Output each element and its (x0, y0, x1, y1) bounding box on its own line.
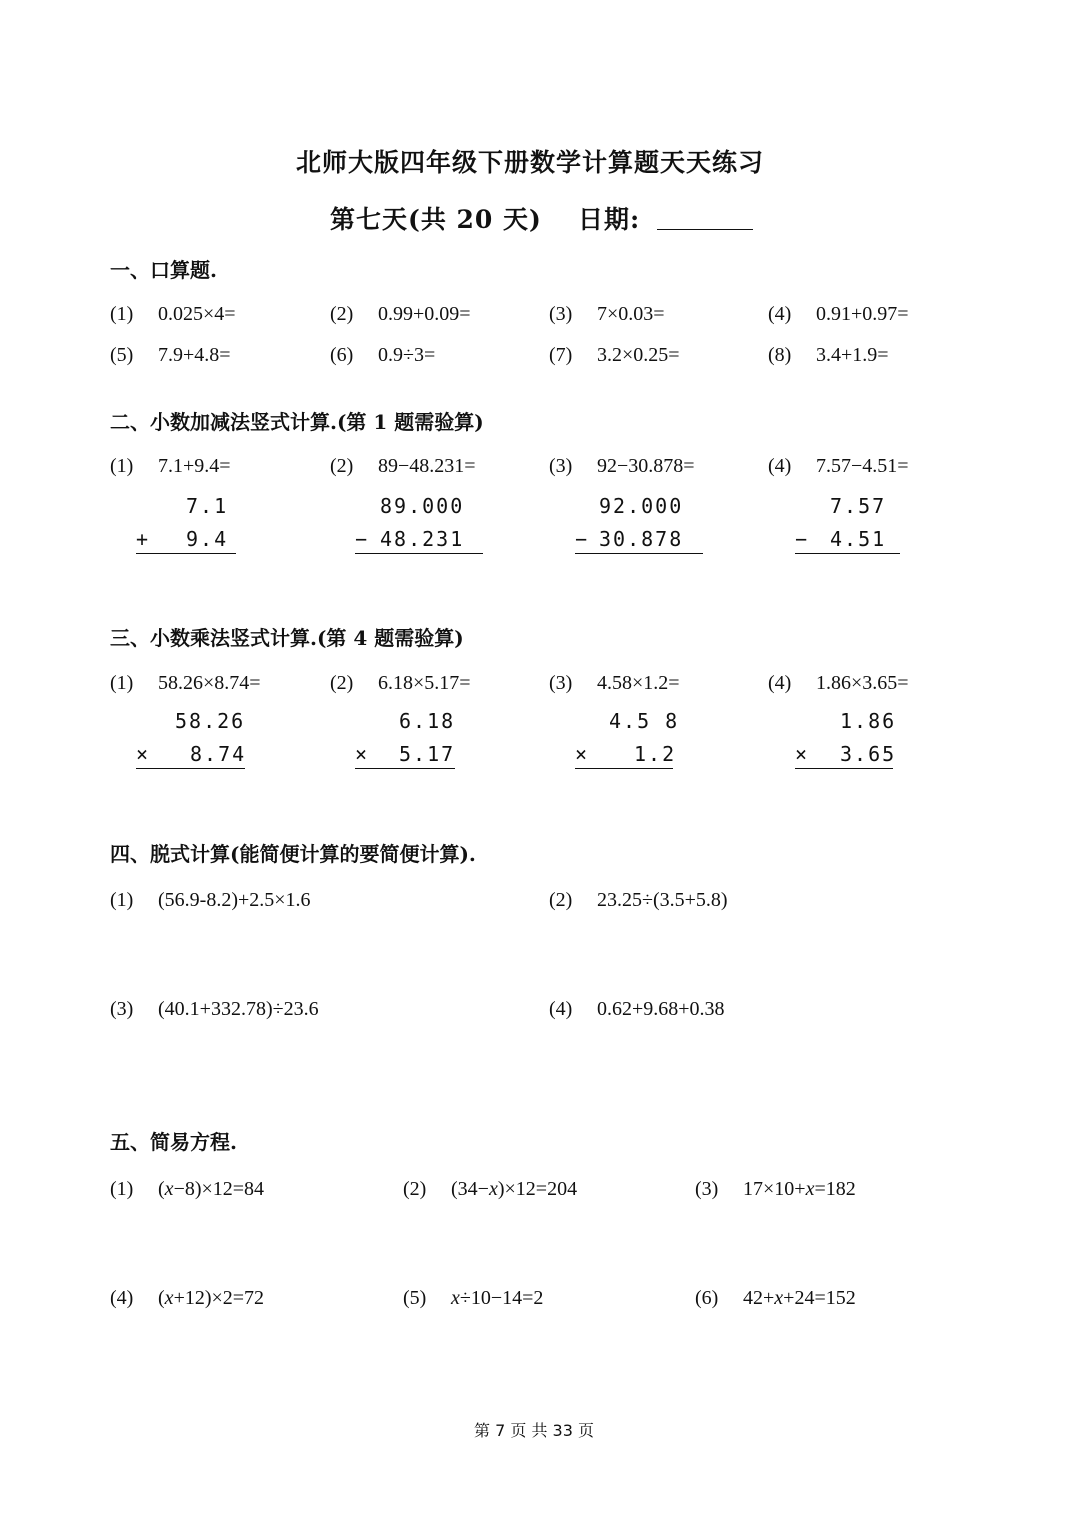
vertical-bottom-operand: 1.2 (634, 742, 677, 766)
equation-item-6 (695, 1287, 856, 1310)
vertical-top-operand: 6.18 (399, 709, 456, 733)
item-expression: 7.1+9.4= (158, 455, 231, 477)
vertical-bottom-operand: 3.65 (840, 742, 897, 766)
equation-prefix: ( (158, 1287, 165, 1309)
vertical-operator: × (575, 742, 590, 766)
item-number: (2) (549, 889, 573, 911)
item-expression: 0.99+0.09= (378, 303, 471, 325)
section-2-heading: 二、小数加减法竖式计算.(第 1 题需验算) (110, 410, 484, 434)
page-subtitle: 第七天(共 20 天) (330, 205, 542, 234)
equation-prefix: (34− (451, 1178, 489, 1200)
oral-item-8 (768, 344, 889, 367)
vertical-top-operand: 7.57 (830, 494, 887, 518)
item-number: (2) (330, 672, 354, 694)
vertical-answer-line (355, 768, 455, 769)
vertical-operator: × (795, 742, 810, 766)
vertical-top-operand: 92.000 (599, 494, 684, 518)
vertical-bottom-operand: 4.51 (830, 527, 887, 551)
vertical-answer-line (575, 768, 673, 769)
item-number: (1) (110, 303, 134, 325)
vertical-top-operand: 4.5 8 (609, 709, 680, 733)
equation-variable: x (164, 1287, 174, 1309)
equation-item-2 (403, 1178, 577, 1201)
equation-suffix: =182 (814, 1178, 856, 1200)
item-expression: 7×0.03= (597, 303, 665, 325)
vertical-bottom-operand: 5.17 (399, 742, 456, 766)
equation-variable: x (451, 1287, 460, 1309)
stepwise-item-3 (110, 998, 319, 1021)
item-expression: (40.1+332.78)÷23.6 (158, 998, 319, 1020)
vertical-bottom-operand: 48.231 (380, 527, 465, 551)
item-number: (1) (110, 672, 134, 694)
vertical-answer-line (136, 553, 236, 554)
stepwise-item-1 (110, 889, 311, 912)
vertical-answer-line (575, 553, 703, 554)
equation-suffix: )×12=204 (497, 1178, 578, 1200)
date-blank-line (657, 229, 753, 230)
equation-prefix: 42+ (743, 1287, 775, 1309)
item-expression: 0.62+9.68+0.38 (597, 998, 725, 1020)
oral-item-3 (549, 303, 665, 326)
vertical-operator: + (136, 527, 151, 551)
vertical-item-2 (330, 455, 476, 478)
item-expression: 3.2×0.25= (597, 344, 680, 366)
item-expression: 0.9÷3= (378, 344, 436, 366)
section-5-heading: 五、简易方程. (110, 1130, 237, 1154)
vertical-operator: − (575, 527, 590, 551)
stepwise-item-4 (549, 998, 725, 1021)
item-number: (3) (549, 455, 573, 477)
equation-suffix: +24=152 (783, 1287, 856, 1309)
date-label: 日期: (578, 205, 641, 234)
item-number: (4) (768, 672, 792, 694)
item-expression: 7.9+4.8= (158, 344, 231, 366)
vertical-answer-line (795, 768, 893, 769)
item-number: (6) (695, 1287, 719, 1309)
multiplication-item-3 (549, 672, 680, 695)
vertical-answer-line (795, 553, 900, 554)
item-expression: 0.025×4= (158, 303, 236, 325)
multiplication-item-1 (110, 672, 261, 695)
equation-item-4 (110, 1287, 264, 1310)
item-number: (3) (549, 303, 573, 325)
item-expression: 58.26×8.74= (158, 672, 261, 694)
equation-variable: x (164, 1178, 174, 1200)
vertical-operator: − (795, 527, 810, 551)
oral-item-1 (110, 303, 236, 326)
vertical-operator: × (136, 742, 151, 766)
item-number: (3) (695, 1178, 719, 1200)
item-number: (2) (330, 455, 354, 477)
oral-item-5 (110, 344, 231, 367)
item-number: (1) (110, 455, 134, 477)
vertical-bottom-operand: 30.878 (599, 527, 684, 551)
page-title: 北师大版四年级下册数学计算题天天练习 (296, 148, 765, 177)
item-number: (4) (768, 455, 792, 477)
item-number: (5) (110, 344, 134, 366)
stepwise-item-2 (549, 889, 728, 912)
equation-item-5 (403, 1287, 543, 1310)
item-number: (4) (768, 303, 792, 325)
vertical-top-operand: 58.26 (175, 709, 246, 733)
vertical-top-operand: 1.86 (840, 709, 897, 733)
vertical-answer-line (355, 553, 483, 554)
vertical-operator: − (355, 527, 370, 551)
equation-variable: x (805, 1178, 815, 1200)
item-expression: 89−48.231= (378, 455, 476, 477)
item-number: (2) (330, 303, 354, 325)
item-number: (3) (549, 672, 573, 694)
item-number: (5) (403, 1287, 427, 1309)
item-expression: 1.86×3.65= (816, 672, 909, 694)
item-expression: 3.4+1.9= (816, 344, 889, 366)
section-3-heading: 三、小数乘法竖式计算.(第 4 题需验算) (110, 626, 464, 650)
item-number: (6) (330, 344, 354, 366)
multiplication-item-4 (768, 672, 909, 695)
item-expression: 0.91+0.97= (816, 303, 909, 325)
item-expression: 7.57−4.51= (816, 455, 909, 477)
vertical-answer-line (136, 768, 245, 769)
equation-item-3 (695, 1178, 856, 1201)
equation-item-1 (110, 1178, 264, 1201)
vertical-bottom-operand: 8.74 (190, 742, 247, 766)
section-4-heading: 四、脱式计算(能简便计算的要简便计算). (110, 842, 476, 866)
item-number: (8) (768, 344, 792, 366)
item-expression: (56.9-8.2)+2.5×1.6 (158, 889, 311, 911)
item-expression: 4.58×1.2= (597, 672, 680, 694)
equation-variable: x (774, 1287, 784, 1309)
item-expression: 6.18×5.17= (378, 672, 471, 694)
vertical-top-operand: 7.1 (186, 494, 229, 518)
vertical-operator: × (355, 742, 370, 766)
item-number: (3) (110, 998, 134, 1020)
oral-item-4 (768, 303, 909, 326)
equation-prefix: ( (158, 1178, 165, 1200)
oral-item-7 (549, 344, 680, 367)
item-number: (4) (110, 1287, 134, 1309)
item-number: (7) (549, 344, 573, 366)
item-expression: 23.25÷(3.5+5.8) (597, 889, 728, 911)
multiplication-item-2 (330, 672, 471, 695)
item-number: (4) (549, 998, 573, 1020)
vertical-item-1 (110, 455, 231, 478)
item-number: (2) (403, 1178, 427, 1200)
oral-item-2 (330, 303, 471, 326)
vertical-item-4 (768, 455, 909, 478)
vertical-top-operand: 89.000 (380, 494, 465, 518)
vertical-bottom-operand: 9.4 (186, 527, 229, 551)
vertical-item-3 (549, 455, 695, 478)
item-expression: 92−30.878= (597, 455, 695, 477)
item-number: (1) (110, 1178, 134, 1200)
section-1-heading: 一、口算题. (110, 258, 217, 282)
equation-suffix: +12)×2=72 (173, 1287, 265, 1309)
oral-item-6 (330, 344, 435, 367)
page-footer: 第 7 页 共 33 页 (474, 1421, 594, 1440)
equation-variable: x (488, 1178, 498, 1200)
item-number: (1) (110, 889, 134, 911)
equation-suffix: ÷10−14=2 (459, 1287, 544, 1309)
equation-prefix: 17×10+ (743, 1178, 806, 1200)
equation-suffix: −8)×12=84 (173, 1178, 265, 1200)
